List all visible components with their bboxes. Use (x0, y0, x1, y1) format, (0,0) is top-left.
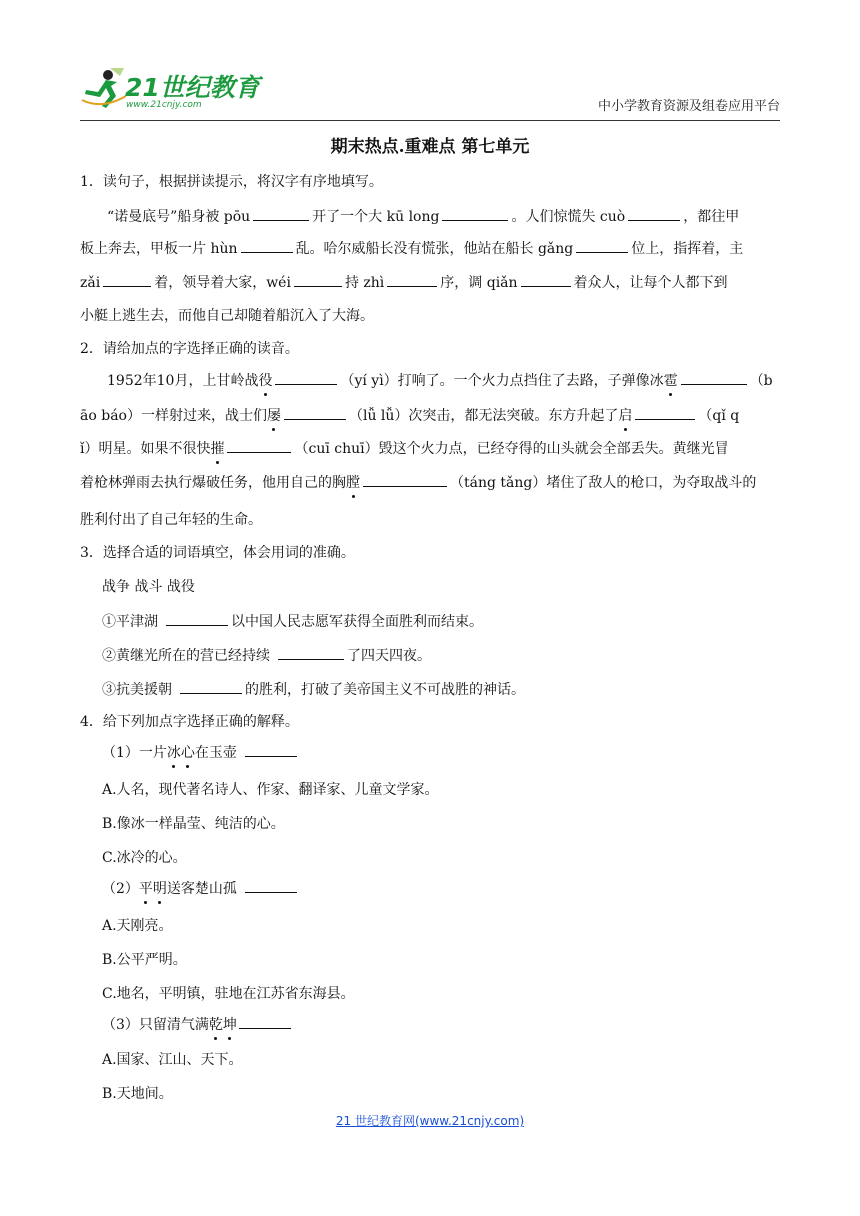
text-span: ，都往甲 (683, 209, 740, 225)
q2-prompt: 2．请给加点的字选择正确的读音。 (80, 341, 299, 357)
dotted-char: 启 (618, 408, 633, 424)
text-span: （táng tǎng）堵住了敌人的枪口，为夺取战斗的 (450, 475, 757, 491)
answer-blank[interactable] (245, 878, 297, 893)
text-span: 着枪林弹雨去执行爆破任务，他用自己的胸 (80, 475, 346, 491)
page-header (80, 62, 780, 120)
text-span: 着，领导着大家，wéi (154, 275, 291, 291)
q2-line-2 (80, 405, 739, 426)
runner-logo-icon (80, 66, 128, 110)
answer-blank[interactable] (387, 272, 437, 287)
text-span: 持 zhì (344, 275, 385, 291)
answer-blank[interactable] (681, 370, 747, 385)
answer-blank[interactable] (442, 206, 508, 221)
dotted-char: 膛 (346, 475, 360, 491)
answer-blank[interactable] (284, 405, 346, 420)
q4-2-option-c: C.地名，平明镇，驻地在江苏省东海县。 (102, 986, 355, 1002)
q4-prompt: 4．给下列加点字选择正确的解释。 (80, 714, 299, 730)
text-span: 位上，指挥着，主 (631, 241, 744, 257)
q2-line-5: 胜利付出了自己年轻的生命。 (80, 512, 262, 528)
answer-blank[interactable] (363, 472, 447, 487)
text-span: āo báo）一样射过来，战士们 (80, 408, 267, 424)
text-span: （3）只留清气满 (102, 1017, 209, 1033)
answer-blank[interactable] (635, 405, 695, 420)
answer-blank[interactable] (239, 1014, 291, 1029)
text-span: （qǐ q (698, 408, 740, 424)
q4-sub-3 (102, 1014, 294, 1035)
text-span: 1952年10月，上甘岭战 (107, 373, 259, 389)
answer-blank[interactable] (166, 611, 228, 626)
text-span: “诺曼底号”船身被 pōu (107, 209, 251, 225)
q3-item-3 (102, 679, 525, 700)
q4-3-option-a: A.国家、江山、天下。 (102, 1052, 243, 1068)
text-span: 着众人，让每个人都下到 (573, 275, 728, 291)
answer-blank[interactable] (278, 645, 344, 660)
footer-link[interactable]: 21 世纪教育网(www.21cnjy.com) (335, 1114, 525, 1128)
dotted-char: 明 (152, 881, 167, 897)
dotted-char: 冰 (166, 745, 181, 761)
dotted-char: 屡 (266, 408, 281, 424)
q2-line-1 (107, 370, 773, 391)
logo-url: www.21cnjy.com (126, 100, 202, 110)
text-span: （b (749, 373, 773, 389)
text-span: ②黄继光所在的营已经持续 (102, 648, 270, 664)
answer-blank[interactable] (521, 272, 571, 287)
q4-2-option-b: B.公平严明。 (102, 952, 187, 968)
q4-sub-2 (102, 878, 300, 899)
answer-blank[interactable] (103, 272, 151, 287)
q2-line-3 (80, 438, 729, 459)
answer-blank[interactable] (245, 742, 297, 757)
answer-blank[interactable] (275, 370, 337, 385)
text-span: 乱。哈尔威船长没有慌张，他站在船长 gǎng (295, 241, 574, 257)
dotted-char: 心 (180, 745, 195, 761)
q1-prompt: 1．读句子，根据拼读提示，将汉字有序地填写。 (80, 174, 383, 190)
text-span: （1）一片 (102, 745, 167, 761)
q3-item-1 (102, 611, 483, 632)
text-span: zǎi (80, 275, 101, 291)
dotted-char: 平 (138, 881, 153, 897)
logo-text: 21世纪教育 (125, 73, 260, 102)
text-span: ①平津湖 (102, 614, 158, 630)
answer-blank[interactable] (253, 206, 309, 221)
text-span: （cuī chuī）毁这个火力点，已经夺得的山头就会全部丢失。黄继光冒 (294, 441, 729, 457)
answer-blank[interactable] (227, 438, 291, 453)
text-span: （2） (102, 881, 139, 897)
text-span: 在玉壶 (194, 745, 237, 761)
dotted-char: 役 (258, 373, 273, 389)
answer-blank[interactable] (576, 238, 628, 253)
q1-line-2 (80, 238, 743, 259)
logo (80, 62, 260, 116)
dotted-char: 坤 (222, 1017, 237, 1033)
answer-blank[interactable] (294, 272, 342, 287)
text-span: 了四天四夜。 (347, 648, 431, 664)
text-span: 送客楚山孤 (166, 881, 237, 897)
q2-line-4 (80, 472, 756, 493)
dotted-char: 雹 (663, 373, 678, 389)
q4-sub-1 (102, 742, 300, 763)
answer-blank[interactable] (628, 206, 680, 221)
q4-1-option-a: A.人名，现代著名诗人、作家、翻译家、儿童文学家。 (102, 782, 439, 798)
header-divider (80, 120, 780, 121)
page-title: 期末热点.重难点 第七单元 (330, 137, 530, 157)
q4-3-option-b: B.天地间。 (102, 1086, 173, 1102)
text-span: 的胜利，打破了美帝国主义不可战胜的神话。 (245, 682, 525, 698)
answer-blank[interactable] (241, 238, 293, 253)
q4-1-option-c: C.冰冷的心。 (102, 850, 187, 866)
q1-line-1 (107, 206, 739, 227)
q1-line-3 (80, 272, 728, 293)
text-span: 板上奔去，甲板一片 hùn (80, 241, 238, 257)
text-span: 开了一个大 kū long (312, 209, 440, 225)
text-span: （lǚ lǚ）次突击，都无法突破。东方升起了 (348, 408, 619, 424)
dotted-char: 乾 (208, 1017, 223, 1033)
text-span: ③抗美援朝 (102, 682, 172, 698)
q3-prompt: 3．选择合适的词语填空，体会用词的准确。 (80, 545, 355, 561)
text-span: 以中国人民志愿军获得全面胜利而结束。 (231, 614, 483, 630)
text-span: 序，调 qiǎn (440, 275, 518, 291)
q3-item-2 (102, 645, 431, 666)
dotted-char: 摧 (210, 441, 225, 457)
text-span: 。人们惊慌失 cuò (511, 209, 626, 225)
answer-blank[interactable] (180, 679, 242, 694)
q3-word-bank: 战争 战斗 战役 (102, 579, 195, 595)
q4-1-option-b: B.像冰一样晶莹、纯洁的心。 (102, 816, 285, 832)
text-span: ǐ）明星。如果不很快 (80, 441, 211, 457)
text-span: （yí yì）打响了。一个火力点挡住了去路，子弹像冰 (340, 373, 664, 389)
platform-name: 中小学教育资源及组卷应用平台 (597, 99, 780, 114)
q1-line-4: 小艇上逃生去，而他自己却随着船沉入了大海。 (80, 308, 374, 324)
q4-2-option-a: A.天刚亮。 (102, 918, 173, 934)
